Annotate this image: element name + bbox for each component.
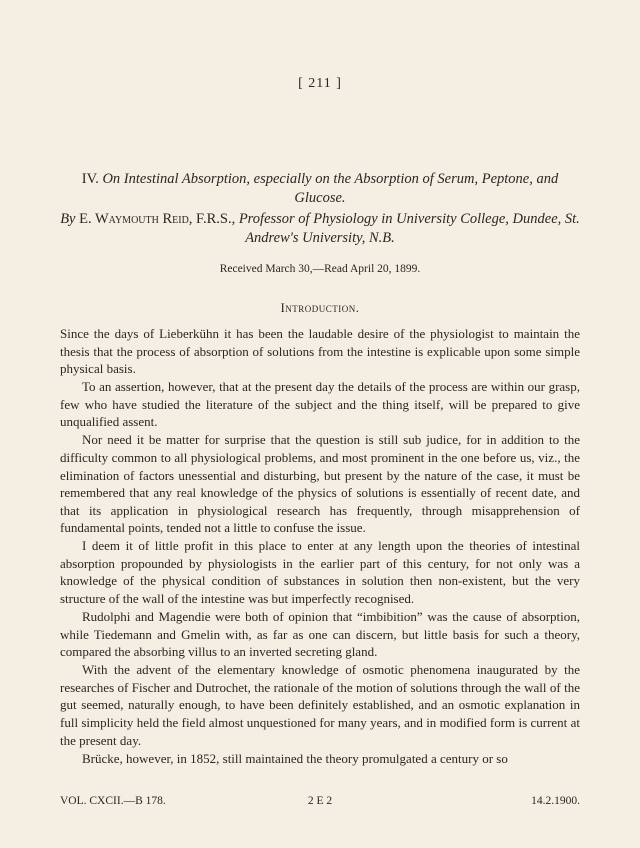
paragraph: To an assertion, however, that at the present day the details of the process are within our grasp, few who have studied the literature of the subject and the thing itself, will be prepared to give unqualified assent. xyxy=(60,379,580,430)
paragraph: Since the days of Lieberkühn it has been the laudable desire of the physiologist to maintain the thesis that the process of absorption of solutions from the intestine is explicable upon some simple physical basis. xyxy=(60,326,580,377)
author-name: E. Waymouth Reid, F.R.S., xyxy=(79,211,236,227)
article-numeral: IV. xyxy=(81,171,99,187)
page-number: [ 211 ] xyxy=(298,76,342,91)
footer-date: 14.2.1900. xyxy=(531,795,580,807)
author-affiliation: Professor of Physiology in University College, Dundee, St. Andrew's University, N.B. xyxy=(238,211,580,246)
byline xyxy=(60,210,580,248)
paragraph: I deem it of little profit in this place to enter at any length upon the theories of intestinal absorption propounded by physiologists in the earlier part of this century, for not only was a knowledge of the physical condition of substances in solution then non-existent, but the very structure of the wall of the intestine was but imperfectly recognised. xyxy=(60,538,580,607)
article-title-text: On Intestinal Absorption, especially on the Absorption of Serum, Peptone, and Glucose. xyxy=(102,171,559,206)
paragraph: Nor need it be matter for surprise that the question is still sub judice, for in addition to the difficulty common to all physiological problems, and most prominent in the one before us, viz., the elimination of factors unessential and disturbing, but present by the nature of the case, it must be remembered that any real knowledge of the physics of solutions is essentially of recent date, and that its application in physiological research has frequently, through misapprehension of fundamental points, tended not a little to confuse the issue. xyxy=(60,432,580,536)
footer-volume: VOL. CXCII.—B 178. xyxy=(60,795,166,807)
paragraph: Rudolphi and Magendie were both of opinion that “imbibition” was the cause of absorption, while Tiedemann and Gmelin with, as far as one can discern, but little basis for such a theory, compared the absorbing villus to an inverted secreting gland. xyxy=(60,609,580,660)
byline-prefix: By xyxy=(60,211,76,227)
received-date: Received March 30,—Read April 20, 1899. xyxy=(219,263,421,275)
body-text xyxy=(60,325,580,768)
footer-signature: 2 E 2 xyxy=(307,795,333,807)
paragraph: Brücke, however, in 1852, still maintained the theory promulgated a century or so xyxy=(82,750,508,766)
section-heading: Introduction. xyxy=(280,300,360,315)
article-title xyxy=(60,170,580,208)
paragraph: With the advent of the elementary knowledge of osmotic phenomena inaugurated by the researches of Fischer and Dutrochet, the rationale of the motion of solutions through the wall of the gut seemed, naturally enough, to have been definitely established, and an osmotic explanation in full simplicity held the field almost unquestioned for many years, and in modified form is current at the present day. xyxy=(60,662,580,748)
page-footer xyxy=(60,795,580,807)
